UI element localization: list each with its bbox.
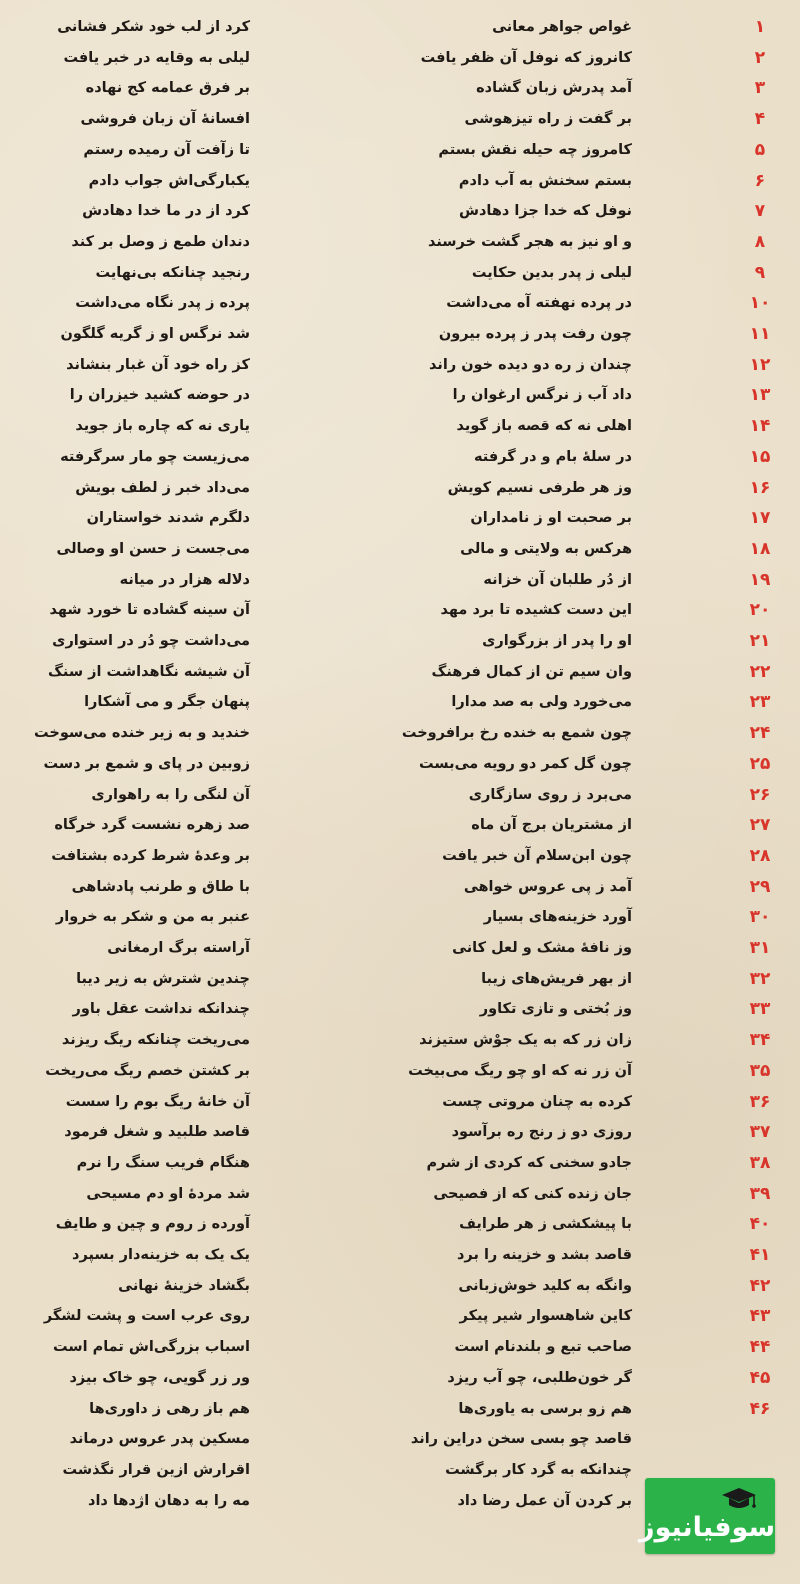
second-hemistich: دلگرم شدند خواستاران: [86, 510, 250, 527]
first-hemistich: چندانکه به گرد کار برگشت: [445, 1461, 632, 1478]
verse-number: ۱۹: [749, 569, 771, 590]
second-hemistich: کرد از لب خود شکر فشانی: [57, 19, 250, 35]
verse-row: [0, 534, 800, 565]
second-hemistich: می‌زیست چو مار سرگرفته: [60, 448, 250, 465]
second-hemistich: شد مردهٔ او دم مسیحی: [86, 1185, 250, 1202]
verse-row: [0, 1363, 800, 1394]
verse-row: [0, 565, 800, 596]
second-hemistich: یک یک به خزینه‌دار بسپرد: [72, 1247, 250, 1263]
verse-number: ۲۸: [749, 845, 771, 866]
verse-number: ۲۶: [749, 784, 771, 805]
second-hemistich: چندانکه نداشت عقل باور: [72, 1001, 250, 1018]
verse-row: [0, 73, 800, 104]
verse-number: ۱۷: [749, 508, 771, 529]
first-hemistich: کامروز چه حیله نقش بستم: [438, 141, 632, 158]
second-hemistich: دلاله هزار در میانه: [119, 571, 250, 588]
verse-row: [0, 503, 800, 534]
second-hemistich: روی عرب است و پشت لشگر: [43, 1308, 250, 1325]
first-hemistich: جان زنده کنی که از فصیحی: [433, 1185, 632, 1202]
verse-row: [0, 1332, 800, 1363]
second-hemistich: با طاق و طرنب پادشاهی: [71, 878, 250, 895]
verse-number: ۳۷: [749, 1122, 771, 1143]
second-hemistich: می‌جست ز حسن او وصالی: [56, 540, 250, 557]
verse-number: ۳۵: [749, 1060, 771, 1081]
verse-row: [0, 43, 800, 74]
verse-row: [0, 442, 800, 473]
verse-row: [0, 964, 800, 995]
first-hemistich: چون رفت پدر ز پرده بیرون: [438, 326, 632, 342]
second-hemistich: می‌ریخت چنانکه ریگ ریزند: [61, 1032, 250, 1049]
verse-row: [0, 380, 800, 411]
first-hemistich: گر خون‌طلبی، چو آب ریزد: [447, 1369, 632, 1386]
verse-number: ۳۹: [749, 1183, 771, 1204]
second-hemistich: آن سینه گشاده تا خورد شهد: [49, 602, 250, 619]
verse-row: [0, 687, 800, 718]
verse-number: ۴۴: [749, 1337, 771, 1358]
verse-number: ۳۴: [749, 1030, 771, 1051]
second-hemistich: آن خانهٔ ریگ بوم را سست: [65, 1093, 250, 1110]
first-hemistich: قاصد چو بسی سخن دراین راند: [410, 1431, 632, 1448]
verse-number: [740, 1424, 780, 1455]
verse-number: ۳۱: [749, 938, 771, 958]
second-hemistich: آراسته برگ ارمغانی: [107, 940, 250, 956]
second-hemistich: عنبر به من و شکر به خروار: [55, 909, 250, 926]
second-hemistich: چندین شترش به زیر دیبا: [76, 970, 250, 987]
first-hemistich: می‌برد ز روی سازگاری: [468, 786, 632, 803]
first-hemistich: کرده به چنان مروتی چست: [442, 1093, 632, 1110]
verse-number: ۲۷: [749, 815, 771, 836]
verse-number: ۴۶: [749, 1398, 771, 1419]
second-hemistich: می‌داشت چو دُر در استواری: [52, 633, 250, 649]
verse-row: [0, 1025, 800, 1056]
first-hemistich: روزی دو ز رنج ره برآسود: [451, 1124, 632, 1141]
first-hemistich: بستم سخنش به آب دادم: [458, 172, 632, 189]
second-hemistich: اقرارش ازین قرار نگذشت: [62, 1461, 250, 1478]
first-hemistich: وان سیم تن از کمال فرهنگ: [431, 663, 632, 680]
verse-row: [0, 258, 800, 289]
second-hemistich: مه را به دهان اژدها داد: [88, 1492, 250, 1509]
verse-row: [0, 104, 800, 135]
second-hemistich: پنهان جگر و می آشکارا: [84, 694, 250, 711]
verse-number: ۷: [754, 201, 766, 222]
verse-row: [0, 1209, 800, 1240]
first-hemistich: جادو سخنی که کردی از شرم: [426, 1154, 632, 1171]
second-hemistich: رنجید چنانکه بی‌نهایت: [95, 264, 250, 281]
verse-row: [0, 227, 800, 258]
first-hemistich: بر صحبت او ز نامداران: [470, 510, 632, 527]
verse-row: [0, 135, 800, 166]
second-hemistich: قاصد طلبید و شغل فرمود: [64, 1124, 250, 1141]
verse-row: [0, 1394, 800, 1425]
verse-number: ۳۰: [749, 907, 771, 928]
second-hemistich: بر فرق عمامه کج نهاده: [85, 80, 250, 97]
verse-number: ۳۳: [749, 999, 771, 1020]
first-hemistich: در سلهٔ بام و در گرفته: [474, 448, 632, 465]
first-hemistich: وز نافهٔ مشک و لعل کانی: [452, 940, 632, 956]
first-hemistich: می‌خورد ولی به صد مدارا: [451, 694, 632, 711]
second-hemistich: یاری نه که چاره باز جوید: [75, 418, 250, 435]
first-hemistich: کاین شاهسوار شیر پیکر: [459, 1308, 632, 1325]
verse-number: ۱۳: [749, 385, 771, 406]
second-hemistich: بر کشتن خصم ریگ می‌ریخت: [45, 1062, 250, 1079]
verse-number: ۸: [754, 231, 766, 252]
verse-number: ۱۲: [749, 354, 771, 375]
second-hemistich: زوبین در پای و شمع بر دست: [43, 755, 250, 772]
second-hemistich: هم باز رهی ز داوری‌ها: [89, 1400, 250, 1417]
verse-row: [0, 749, 800, 780]
site-logo[interactable]: [639, 1478, 775, 1554]
first-hemistich: با پیشکشی ز هر طرایف: [459, 1216, 632, 1233]
verse-row: [0, 626, 800, 657]
verse-row: [0, 288, 800, 319]
verse-row: [0, 1240, 800, 1271]
verse-number: ۲۱: [749, 631, 771, 651]
first-hemistich: چون گل کمر دو رویه می‌بست: [419, 755, 632, 772]
second-hemistich: آورده ز روم و چین و طایف: [55, 1216, 250, 1233]
verse-row: [0, 1179, 800, 1210]
first-hemistich: از بهر فریش‌های زیبا: [481, 970, 632, 987]
verse-number: ۱۶: [749, 477, 771, 498]
first-hemistich: و او نیز به هجر گشت خرسند: [428, 233, 632, 250]
verse-number: ۲۹: [749, 876, 771, 897]
verse-row: [0, 994, 800, 1025]
first-hemistich: داد آب ز نرگس ارغوان را: [452, 387, 632, 404]
second-hemistich: شد نرگس او ز گریه گلگون: [60, 326, 250, 342]
verse-row: [0, 810, 800, 841]
verse-row: [0, 841, 800, 872]
verse-row: [0, 872, 800, 903]
second-hemistich: آن لنگی را به راهواری: [91, 786, 250, 803]
second-hemistich: خندید و به زیر خنده می‌سوخت: [34, 725, 250, 742]
first-hemistich: کانروز که نوفل آن ظفر یافت: [420, 49, 632, 66]
first-hemistich: اهلی نه که قصه باز گوید: [456, 418, 632, 435]
second-hemistich: اسباب بزرگی‌اش تمام است: [52, 1339, 250, 1356]
verse-number: ۳۸: [749, 1152, 771, 1173]
verse-number: ۵: [754, 139, 766, 160]
verse-row: [0, 1056, 800, 1087]
verse-row: [0, 166, 800, 197]
verse-number: ۴۳: [749, 1306, 771, 1327]
verse-number: ۲۰: [749, 600, 771, 621]
first-hemistich: این دست کشیده تا برد مهد: [440, 602, 632, 619]
first-hemistich: چون ابن‌سلام آن خبر یافت: [442, 847, 632, 864]
verse-row: [0, 657, 800, 688]
second-hemistich: افسانهٔ آن زبان فروشی: [80, 111, 250, 128]
verse-number: ۴۰: [749, 1214, 771, 1235]
verse-number: ۴۲: [749, 1275, 771, 1296]
second-hemistich: بر وعدهٔ شرط کرده بشتافت: [51, 847, 250, 864]
verse-number: ۶: [754, 170, 766, 191]
verse-number: ۱۱: [749, 324, 771, 344]
first-hemistich: وانگه به کلید خوش‌زبانی: [458, 1277, 632, 1294]
second-hemistich: بگشاد خزینهٔ نهانی: [118, 1277, 250, 1294]
first-hemistich: قاصد بشد و خزینه را برد: [456, 1247, 632, 1263]
verse-number: ۱۰: [749, 293, 771, 314]
first-hemistich: چون شمع به خنده رخ برافروخت: [401, 725, 632, 742]
first-hemistich: وز بُختی و تازی تکاور: [479, 1001, 632, 1018]
first-hemistich: از مشتریان برج آن ماه: [471, 817, 632, 834]
verse-row: [0, 1271, 800, 1302]
first-hemistich: وز هر طرفی نسیم کویش: [447, 479, 632, 496]
first-hemistich: آن زر نه که او چو ریگ می‌بیخت: [408, 1062, 632, 1079]
verse-row: [0, 902, 800, 933]
second-hemistich: کز راه خود آن غبار بنشاند: [66, 356, 250, 373]
verse-number: ۲۲: [749, 661, 771, 682]
second-hemistich: لیلی به وقایه در خبر یافت: [63, 49, 250, 66]
verse-number: ۴: [754, 109, 766, 130]
first-hemistich: از دُر طلبان آن خزانه: [483, 571, 632, 588]
logo-text: سوفیانیوز: [639, 1512, 775, 1543]
verse-row: [0, 12, 800, 43]
second-hemistich: صد زهره نشست گرد خرگاه: [54, 817, 250, 834]
verse-number: ۱۵: [749, 446, 771, 467]
verse-number: ۲۳: [749, 692, 771, 713]
verse-row: [0, 1117, 800, 1148]
first-hemistich: آمد پدرش زبان گشاده: [476, 80, 632, 97]
first-hemistich: آمد ز پی عروس خواهی: [463, 878, 632, 895]
verse-row: [0, 319, 800, 350]
first-hemistich: صاحب تبع و بلندنام است: [454, 1339, 632, 1356]
verse-row: [0, 196, 800, 227]
verse-row: [0, 411, 800, 442]
second-hemistich: دندان طمع ز وصل بر کند: [71, 233, 250, 250]
verse-row: [0, 718, 800, 749]
second-hemistich: مسکین پدر عروس درماند: [69, 1431, 250, 1448]
verse-row: [0, 1087, 800, 1118]
second-hemistich: یکبارگی‌اش جواب دادم: [88, 172, 250, 189]
second-hemistich: کرد از در ما خدا دهادش: [82, 203, 250, 220]
first-hemistich: نوفل که خدا جزا دهادش: [458, 203, 632, 220]
verse-number: ۳: [754, 78, 766, 99]
verse-number: ۲: [754, 47, 766, 68]
verse-number: ۳۲: [749, 968, 771, 989]
first-hemistich: هرکس به ولایتی و مالی: [460, 540, 632, 557]
second-hemistich: پرده ز پدر نگاه می‌داشت: [75, 295, 250, 312]
verse-row: [0, 1301, 800, 1332]
first-hemistich: او را پدر از بزرگواری: [482, 633, 632, 649]
first-hemistich: بر کردن آن عمل رضا داد: [457, 1492, 632, 1509]
verse-row: [0, 1148, 800, 1179]
verse-number: ۱۸: [749, 538, 771, 559]
verse-number: ۹: [754, 262, 766, 283]
verse-number: ۴۵: [749, 1367, 771, 1388]
first-hemistich: بر گفت ز راه تیزهوشی: [464, 111, 632, 128]
verse-number: ۳۶: [749, 1091, 771, 1112]
verse-row: [0, 933, 800, 964]
second-hemistich: می‌داد خبر ز لطف بویش: [75, 479, 250, 496]
verse-row: [0, 595, 800, 626]
first-hemistich: در پرده نهفته آه می‌داشت: [446, 295, 632, 312]
second-hemistich: در حوضه کشید خیزران را: [69, 387, 250, 404]
second-hemistich: آن شیشه نگاهداشت از سنگ: [48, 663, 250, 680]
first-hemistich: غواص جواهر معانی: [492, 19, 632, 35]
verse-row: [0, 780, 800, 811]
first-hemistich: زان زر که به یک جوْش ستیزند: [419, 1032, 632, 1049]
second-hemistich: ور زر گویی، چو خاک بیزد: [69, 1369, 250, 1386]
first-hemistich: لیلی ز پدر بدین حکایت: [471, 264, 632, 281]
first-hemistich: چندان ز ره دو دیده خون راند: [429, 356, 632, 373]
verse-number: ۴۱: [749, 1245, 771, 1265]
first-hemistich: هم زو برسی به یاوری‌ها: [458, 1400, 632, 1417]
first-hemistich: آورد خزینه‌های بسیار: [483, 909, 632, 926]
verse-row: [0, 1424, 800, 1455]
verse-number: ۱: [754, 17, 766, 37]
poem: [0, 12, 800, 1578]
verse-row: [0, 473, 800, 504]
verse-number: ۲۴: [749, 723, 771, 744]
verse-number: ۱۴: [749, 416, 771, 437]
second-hemistich: هنگام فریب سنگ را نرم: [76, 1154, 250, 1171]
verse-row: [0, 350, 800, 381]
verse-number: ۲۵: [749, 753, 771, 774]
second-hemistich: تا زآفت آن رمیده رستم: [83, 141, 250, 158]
